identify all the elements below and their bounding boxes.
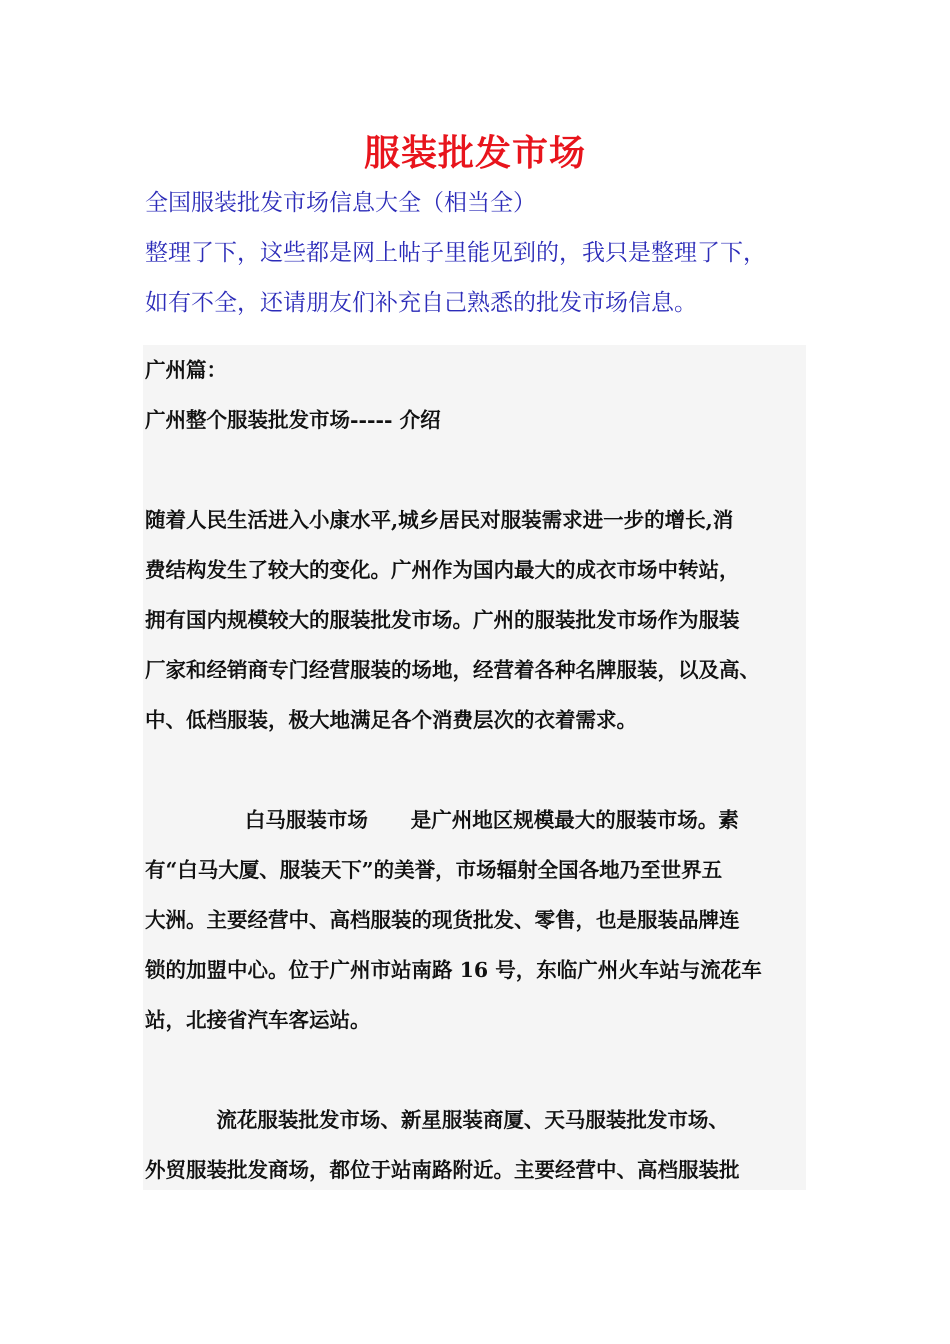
document-title: 服装批发市场 — [363, 132, 586, 174]
paragraph-line: 随着人民生活进入小康水平,城乡居民对服装需求进一步的增长,消 — [145, 508, 734, 532]
intro-line: 全国服装批发市场信息大全（相当全） — [145, 190, 536, 216]
paragraph-line: 费结构发生了较大的变化。广州作为国内最大的成衣市场中转站， — [145, 558, 740, 582]
intro-line: 如有不全，还请朋友们补充自己熟悉的批发市场信息。 — [145, 290, 697, 316]
intro-heading: 广州整个服装批发市场----- 介绍 — [145, 408, 441, 432]
paragraph-line: 外贸服装批发商场，都位于站南路附近。主要经营中、高档服装批 — [145, 1158, 740, 1182]
paragraph-line: 中、低档服装，极大地满足各个消费层次的衣着需求。 — [145, 708, 637, 732]
section-heading: 广州篇： — [145, 358, 227, 382]
blank-line — [143, 1045, 806, 1095]
paragraph-line: 大洲。主要经营中、高档服装的现货批发、零售，也是服装品牌连 — [145, 908, 740, 932]
paragraph-line: 白马服装市场 是广州地区规模最大的服装市场。素 — [145, 808, 739, 832]
paragraph-line: 拥有国内规模较大的服装批发市场。广州的服装批发市场作为服装 — [145, 608, 740, 632]
paragraph-line: 有“白马大厦、服装天下”的美誉，市场辐射全国各地乃至世界五 — [145, 858, 723, 882]
blank-line — [143, 745, 806, 795]
paragraph-line: 锁的加盟中心。位于广州市站南路 16 号，东临广州火车站与流花车 — [145, 958, 762, 982]
paragraph-line: 厂家和经销商专门经营服装的场地，经营着各种名牌服装，以及高、 — [145, 658, 760, 682]
paragraph-line: 流花服装批发市场、新星服装商厦、天马服装批发市场、 — [145, 1108, 729, 1132]
blank-line — [143, 445, 806, 495]
content-block — [143, 345, 806, 1190]
intro-block — [145, 178, 815, 328]
intro-line: 整理了下，这些都是网上帖子里能见到的，我只是整理了下， — [145, 240, 766, 266]
paragraph-line: 站，北接省汽车客运站。 — [145, 1008, 371, 1032]
